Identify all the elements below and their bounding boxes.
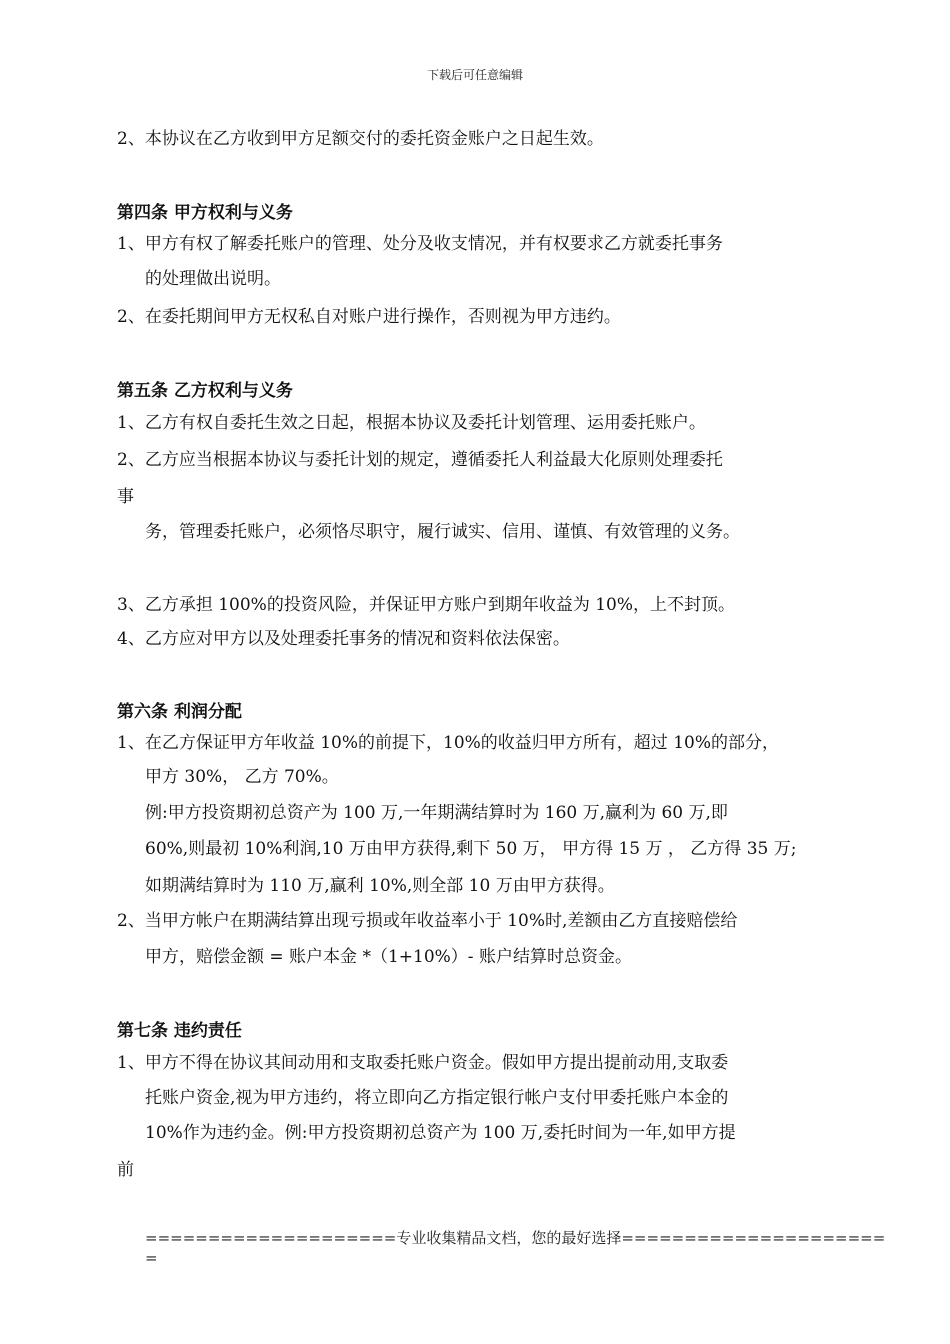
clause-3-item-2: 2、本协议在乙方收到甲方足额交付的委托资金账户之日起生效。 — [117, 129, 604, 149]
clause-6-example-1: 例:甲方投资期初总资产为 100 万,一年期满结算时为 160 万,赢利为 60 万,即 — [145, 803, 728, 823]
clause-4-item-1: 1、甲方有权了解委托账户的管理、处分及收支情况，并有权要求乙方就委托事务 — [117, 234, 723, 254]
clause-5-item-2-cont: 务，管理委托账户，必须恪尽职守，履行诚实、信用、谨慎、有效管理的义务。 — [145, 522, 740, 542]
clause-6-example-2: 60%,则最初 10%利润,10 万由甲方获得,剩下 50 万， 甲方得 15 万 ， 乙方得 35 万; — [145, 839, 797, 859]
clause-6-item-2: 2、当甲方帐户在期满结算出现亏损或年收益率小于 10%时,差额由乙方直接赔偿给 — [117, 911, 738, 931]
footer-line-2: = — [145, 1249, 158, 1267]
clause-5-item-2: 2、乙方应当根据本协议与委托计划的规定，遵循委托人利益最大化原则处理委托 — [117, 450, 723, 470]
clause-6-example-3: 如期满结算时为 110 万,赢利 10%,则全部 10 万由甲方获得。 — [145, 876, 615, 896]
clause-5-item-4: 4、乙方应对甲方以及处理委托事务的情况和资料依法保密。 — [117, 629, 570, 649]
clause-4-item-1-cont: 的处理做出说明。 — [145, 269, 281, 289]
footer-line-1: ====================专业收集精品文档，您的最好选择===================== — [145, 1229, 886, 1247]
clause-7-item-1: 1、甲方不得在协议其间动用和支取委托账户资金。假如甲方提出提前动用,支取委 — [117, 1053, 729, 1073]
clause-4-item-2: 2、在委托期间甲方无权私自对账户进行操作，否则视为甲方违约。 — [117, 307, 621, 327]
clause-5-item-2-wrap: 事 — [117, 487, 134, 507]
clause-6-heading: 第六条 利润分配 — [117, 702, 242, 722]
clause-5-item-3: 3、乙方承担 100%的投资风险，并保证甲方账户到期年收益为 10%，上不封顶。 — [117, 595, 736, 615]
clause-6-item-1-cont: 甲方 30%， 乙方 70%。 — [145, 767, 339, 787]
clause-7-heading: 第七条 违约责任 — [117, 1021, 242, 1041]
clause-5-heading: 第五条 乙方权利与义务 — [117, 381, 293, 401]
page-header: 下载后可任意编辑 — [426, 68, 523, 82]
clause-7-item-1-cont-a: 托账户资金,视为甲方违约，将立即向乙方指定银行帐户支付甲委托账户本金的 — [145, 1088, 729, 1108]
page-footer — [145, 1228, 885, 1268]
clause-4-heading: 第四条 甲方权利与义务 — [117, 203, 293, 223]
clause-7-item-1-cont-b: 10%作为违约金。例:甲方投资期初总资产为 100 万,委托时间为一年,如甲方提 — [145, 1123, 736, 1143]
clause-6-item-2-cont: 甲方，赔偿金额 = 账户本金 *（1+10%）- 账户结算时总资金。 — [145, 947, 632, 967]
clause-6-item-1: 1、在乙方保证甲方年收益 10%的前提下，10%的收益归甲方所有，超过 10%的部分， — [117, 733, 779, 753]
clause-7-item-1-wrap: 前 — [117, 1160, 134, 1180]
clause-5-item-1: 1、乙方有权自委托生效之日起，根据本协议及委托计划管理、运用委托账户。 — [117, 413, 706, 433]
